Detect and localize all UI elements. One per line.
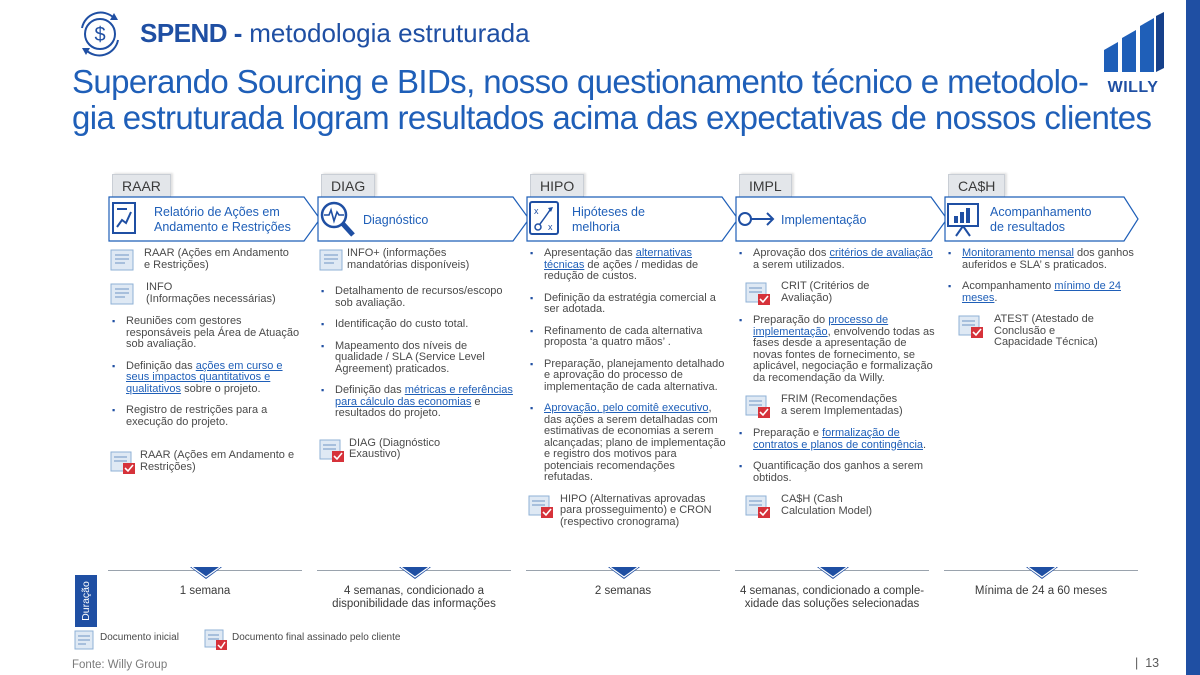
bullet-text: a serem utilizados. [753,258,845,271]
doc-line: Exaustivo) [349,448,401,460]
duration-line: disponibilidade das informações [332,598,496,610]
doc-line: mandatórias disponíveis) [347,258,470,271]
bullet-text: Acompanhamento [962,280,1055,292]
phase-label-line-1: Implementação [781,213,867,227]
duration-line: 4 semanas, condicionado a [343,585,484,597]
duration-text [317,585,511,611]
phase-label [363,213,428,228]
bullet-item: ▪ Refinamento de cada alternativa proposta ‘a quatro mãos’ . [526,326,726,349]
svg-text:x: x [534,206,539,216]
signed-document-icon [528,495,554,519]
doc-line: Calculation Model) [781,504,873,517]
final-document [108,450,308,474]
signed-document-icon [204,629,228,651]
duration-line: 4 semanas, condicionado a comple- [739,585,925,597]
tab-diag: DIAG [321,174,375,197]
bullet-item: ▪ Identificação do custo total. [317,319,517,331]
chevron-down-icon [190,567,222,581]
bullet-text: Definição das [335,384,405,396]
duration-line: Mínima de 24 a 60 meses [974,585,1108,597]
doc-line: HIPO (Alternativas aprovadas [560,492,706,505]
headline-line-1: Superando Sourcing e BIDs, nosso questionamento técnico e metodolo- [72,63,1089,100]
duration-text [526,585,720,598]
page-header [140,18,530,49]
bullet-item [108,361,308,396]
signed-document-icon [745,395,771,419]
bullet-text: Preparação e [753,427,823,439]
bullet-text: dos ganhos auferidos e SLA’ s praticados. [962,247,1134,271]
headline-line-2: gia estruturada logram resultados acima das expectativas de nossos clientes [72,99,1152,136]
bullet-highlight: Aprovação, pelo comitê executivo [544,402,709,414]
headline [72,64,1157,136]
bullet-item [735,428,935,451]
column-items [108,248,308,484]
doc-line: CA$H (Cash [781,493,843,505]
duration-line: xidade das soluções selecionadas [744,598,920,610]
bullet-item [735,315,935,384]
chevron-down-icon [399,567,431,581]
initial-document [317,248,517,272]
doc-line: INFO+ (informações [347,247,447,259]
source-note: Fonte: Willy Group [72,659,168,671]
final-document [526,494,726,529]
tab-impl: IMPL [739,174,792,197]
bullet-highlight: critérios de avaliação [829,247,933,259]
bullet-item: ▪ Registro de restrições para a execução do projeto. [108,405,308,428]
duration-line: 1 semana [179,585,231,597]
header-subtitle: metodologia estruturada [249,18,530,48]
initial-document [108,282,308,306]
bullet-text: , envolvendo todas as fases desde a apresentação de novas fontes de fornecimento, se aplicável, negociação e formalização da recomendação da Willy. [753,325,935,384]
final-document [735,494,935,518]
bullet-highlight: mínimo de 24 meses [962,280,1121,304]
signed-document-icon [745,282,771,306]
phase-label [990,205,1091,235]
bullet-item [944,248,1144,271]
duration-label-text: Duração [80,581,92,621]
bullet-highlight: Monitoramento mensal [962,247,1074,259]
signed-document-icon [745,495,771,519]
doc-line: INFO [146,281,173,293]
final-document [735,394,935,418]
header-spend: SPEND - [140,18,242,48]
page-number [1135,656,1159,670]
column-items [735,248,935,528]
doc-line: DIAG (Diagnóstico [349,436,441,449]
page-separator: | [1135,656,1139,670]
bullet-item: ▪ Quantificação dos ganhos a serem obtidos. [735,461,935,484]
doc-line: para prosseguimento) e CRON [560,504,712,516]
chevron-down-icon [608,567,640,581]
bullet-item: ▪ Detalhamento de recursos/escopo sob avaliação. [317,286,517,309]
bullet-text: . [923,438,927,451]
bullet-item: ▪ Definição da estratégia comercial a ser adotada. [526,293,726,316]
phase-label-line-2: de resultados [990,220,1066,234]
phase-label-line-2: melhoria [572,220,620,234]
tab-hipo: HIPO [530,174,584,197]
bullet-item [526,248,726,283]
logo-mark [1098,12,1168,72]
bullet-text: . [994,291,998,304]
bullet-highlight: ações em curso e seus impactos quantitativos e qualitativos [126,359,283,395]
column-items [317,248,517,472]
bullet-text: sobre o projeto. [181,382,261,395]
initial-document-icon [74,630,94,650]
final-document [317,438,517,462]
bullet-item [317,385,517,420]
signed-document-icon [958,315,984,339]
doc-line: RAAR (Ações em Andamento [144,247,289,259]
doc-line: (respectivo cronograma) [560,515,680,528]
final-document [735,281,935,305]
duration-label [75,575,97,627]
bullet-highlight: formalização de contratos e planos de contingência [753,427,924,451]
bullet-text: , das ações a serem detalhadas com estimativas de economias a serem alcançadas; plano de implementação e registro dos motivos para potenciais recomendações refutadas. [544,402,726,483]
bullet-item: ▪ Mapeamento dos níveis de qualidade / SLA (Service Level Agreement) praticados. [317,341,517,376]
doc-line: a serem Implementadas) [781,404,903,417]
doc-line: Conclusão e [994,324,1056,337]
bullet-text: Definição das [126,359,196,372]
initial-document-icon [110,249,134,271]
dollar-cycle-icon [74,8,126,60]
svg-text:x: x [548,222,553,232]
initial-document-icon [110,283,134,305]
bullet-text: de ações / medidas de redução de custos. [544,258,699,282]
bullet-highlight: alternativas técnicas [544,247,692,271]
initial-document [108,248,308,272]
bullet-highlight: processo de implementação [753,314,889,338]
duration-text [735,585,929,611]
doc-line: Restrições) [140,460,196,473]
signed-document-icon [319,439,345,463]
doc-line: Capacidade Técnica) [994,336,1098,348]
legend-initial: Documento inicial [100,632,179,643]
page-number-value: 13 [1145,656,1160,670]
duration-text [108,585,302,598]
doc-line: FRIM (Recomendações [781,393,898,405]
legend-final: Documento final assinado pelo cliente [232,632,401,643]
phase-label-line-1: Acompanhamento [990,205,1092,219]
duration-text [944,585,1138,598]
phase-label-line-1: Diagnóstico [363,213,429,227]
doc-line: CRIT (Critérios de [781,280,870,292]
doc-line: Avaliação) [781,291,833,304]
bullet-item [944,281,1144,304]
bullet-text: Aprovação dos [753,247,830,259]
phase-label-line-1: Hipóteses de [572,205,645,219]
phase-label-line-2: Andamento e Restrições [154,220,291,234]
doc-line: (Informações necessárias) [146,292,276,305]
phase-label [154,205,291,235]
tab-cash: CA$H [948,174,1005,197]
column-items [944,248,1144,359]
bullet-item: ▪ Reuniões com gestores responsáveis pela Área de Atuação sob avaliação. [108,316,308,351]
svg-text:$: $ [94,24,106,46]
logo-text: WILLY [1107,79,1159,96]
bullet-highlight: métricas e referências para cálculo das economias [335,384,513,408]
doc-line: RAAR (Ações em Andamento e [140,449,295,461]
phase-label [572,205,645,235]
doc-line: ATEST (Atestado de [994,313,1094,325]
column-items [526,248,726,538]
bullet-text: Apresentação das [544,247,636,259]
chevron-down-icon [817,567,849,581]
brand-side-bar [1186,0,1200,675]
bullet-text: e resultados do projeto. [335,395,481,419]
tab-raar: RAAR [112,174,171,197]
bullet-text: Preparação do [753,314,829,326]
bullet-item: ▪ Preparação, planejamento detalhado e aprovação do processo de implementação de cada alternativa. [526,359,726,394]
phase-label [781,213,866,228]
initial-document-icon [319,249,343,271]
bullet-item [526,403,726,484]
bullet-item [735,248,935,271]
final-document [944,314,1144,349]
duration-line: 2 semanas [594,585,652,597]
willy-logo [1098,12,1168,94]
chevron-down-icon [1026,567,1058,581]
phase-label-line-1: Relatório de Ações em [154,205,280,219]
doc-line: e Restrições) [144,258,209,271]
signed-document-icon [110,451,136,475]
